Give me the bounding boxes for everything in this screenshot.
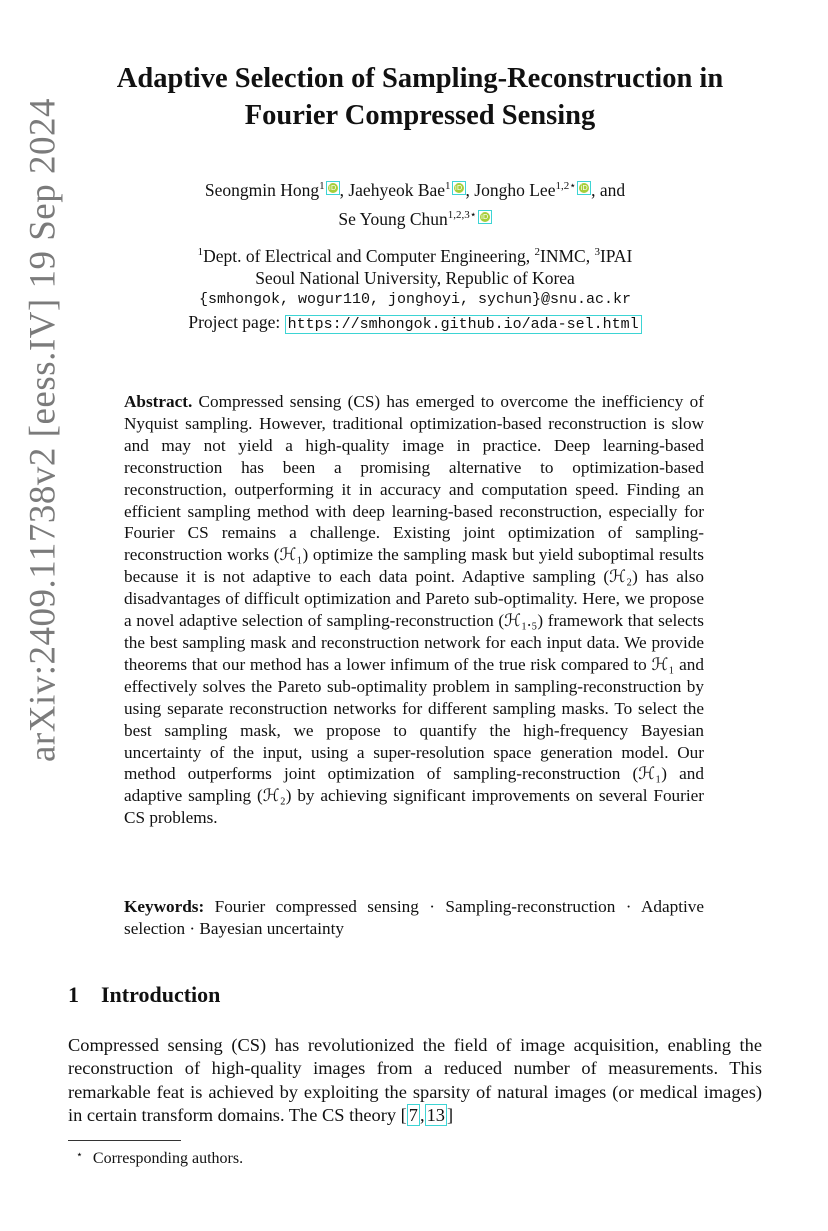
affil-sup: 1: [197, 246, 204, 258]
authors-and: , and: [591, 179, 626, 200]
citation-sep: ,: [420, 1105, 425, 1126]
intro-paragraph: [68, 1034, 762, 1128]
paper-title: [70, 60, 770, 134]
title-line-2: Fourier Compressed Sensing: [244, 100, 596, 131]
author-name: Seongmin Hong: [204, 179, 320, 200]
section-heading: [68, 982, 220, 1008]
affil-university: Seoul National University, Republic of Korea: [255, 267, 575, 288]
author-sup: 1,2,3⋆: [447, 208, 477, 221]
arxiv-side-stamp: [12, 72, 74, 788]
author-list: Seongmin Hong$^1$ iD , Jaehyeok Bae$^1$ iD , Jongho Lee$^{1,2⋆}$ iD , and Se Young Chun$^{1,2,3⋆}$ iD: [204, 179, 626, 229]
title-line-1: Adaptive Selection of Sampling-Reconstruction in: [116, 63, 724, 94]
author-sup: 1: [445, 180, 451, 192]
project-page-link[interactable]: https://smhongok.github.io/ada-sel.html: [285, 315, 642, 334]
citation-link[interactable]: 7: [408, 1105, 418, 1126]
keywords: [124, 896, 704, 940]
affil-text: IPAI: [599, 245, 633, 266]
citation-link[interactable]: 13: [426, 1105, 445, 1126]
footnote-rule: [68, 1140, 181, 1141]
footnote: [76, 1148, 243, 1168]
footnote-marker: ⋆: [76, 1149, 83, 1161]
author-emails: {smhongok, wogur110, jonghoyi, sychun}@snu.ac.kr: [198, 290, 632, 308]
affil-text: Dept. of Electrical and Computer Engineering,: [203, 245, 535, 266]
affil-text: INMC,: [540, 245, 595, 266]
section-title: Introduction: [101, 982, 221, 1007]
abstract-text: Compressed sensing (CS) has emerged to overcome the inefficiency of Nyquist sampling. However, traditional optimization-based reconstruction is slow and may not yield a high-quality image in practice. Deep learning-based reconstruction has been a promising alternative to optimization-based reconstruction, outperforming it in accuracy and computation speed. Finding an efficient sampling method with deep learning-based reconstruction, especially for Fourier CS remains a challenge. Existing joint optimization of sampling-reconstruction works (ℋ₁) optimize the sampling mask but yield suboptimal results because it is not adaptive to each data point. Adaptive sampling (ℋ₂) has also disadvantages of difficult optimization and Pareto sub-optimality. Here, we propose a novel adaptive selection of sampling-reconstruction (ℋ₁.₅) framework that selects the best sampling mask and reconstruction network for each input data. We provide theorems that our method has a lower infimum of the true risk compared to ℋ₁ and effectively solves the Pareto sub-optimality problem in sampling-reconstruction by using separate reconstruction networks for different sampling masks. To select the best sampling mask, we propose to quantify the high-frequency Bayesian uncertainty of the input, using a super-resolution space generation model. Our method outperforms joint optimization of sampling-reconstruction (ℋ₁) and adaptive sampling (ℋ₂) by achieving significant improvements on several Fourier CS problems.: [124, 392, 704, 828]
keywords-label: Keywords:: [124, 897, 205, 916]
orcid-icon[interactable]: iD: [577, 181, 591, 195]
arxiv-id-text: arXiv:2409.11738v2 [eess.IV] 19 Sep 2024: [22, 98, 64, 762]
author-name: Jaehyeok Bae: [348, 179, 446, 200]
affil-sup: 2: [534, 246, 541, 258]
author-sup: 1: [319, 180, 325, 192]
orcid-icon[interactable]: iD: [452, 181, 466, 195]
project-page-label: Project page:: [188, 311, 285, 332]
keywords-text: Fourier compressed sensing · Sampling-reconstruction · Adaptive selection · Bayesian uncertainty: [124, 897, 704, 938]
affil-sup: 3: [594, 246, 600, 258]
abstract: [124, 391, 704, 829]
author-sup: 1,2⋆: [555, 180, 577, 192]
intro-text: Compressed sensing (CS) has revolutionized the field of image acquisition, enabling the reconstruction of high-quality images from a reduced number of measurements. This remarkable feat is achieved by exploiting the sparsity of natural images (or medical images) in certain transform domains. The CS theory: [68, 1035, 762, 1126]
affiliations: [90, 241, 740, 336]
section-number: 1: [68, 982, 79, 1007]
citation-bracket: [: [400, 1105, 407, 1126]
author-name: Jongho Lee: [474, 179, 556, 200]
footnote-text: Corresponding authors.: [92, 1150, 244, 1167]
orcid-icon[interactable]: iD: [326, 181, 340, 195]
author-name: Se Young Chun: [338, 208, 448, 229]
citation-bracket: ]: [447, 1105, 454, 1126]
abstract-label: Abstract.: [124, 392, 193, 411]
orcid-icon[interactable]: iD: [478, 210, 492, 224]
